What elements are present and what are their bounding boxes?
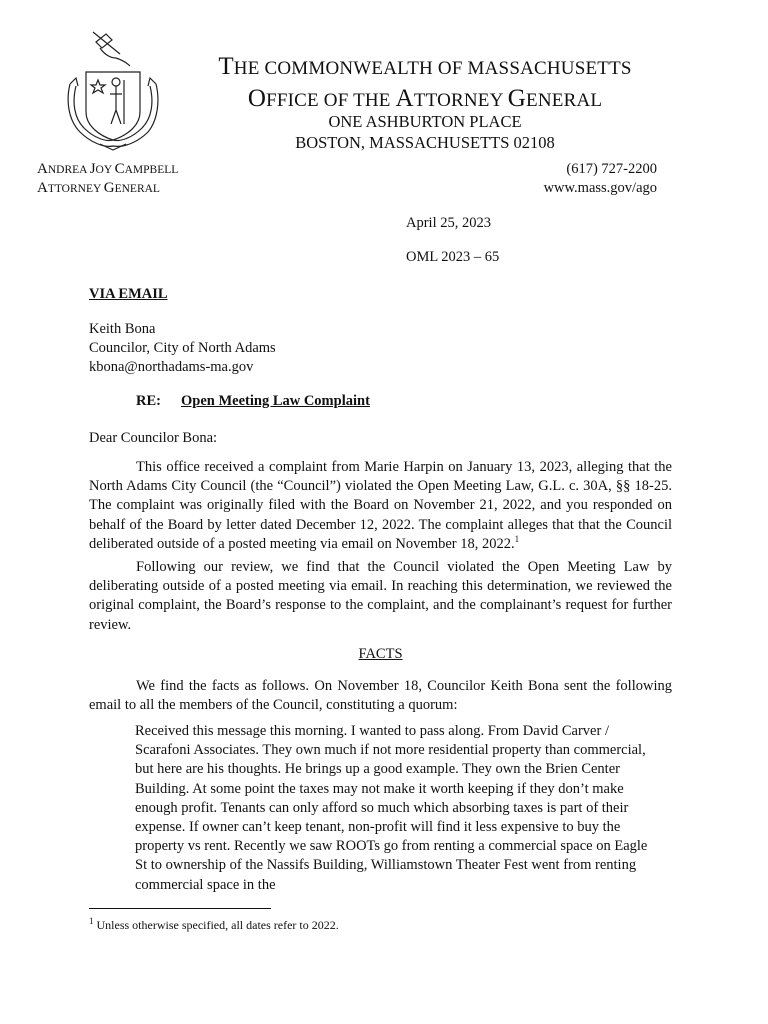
letter-date: April 25, 2023 bbox=[406, 215, 491, 231]
header-office-title: OFFICE OF THE ATTORNEY GENERAL bbox=[247, 85, 603, 112]
re-subject: Open Meeting Law Complaint bbox=[181, 393, 370, 409]
header-commonwealth-title: THE COMMONWEALTH OF MASSACHUSETTS bbox=[218, 53, 632, 80]
header-address-line1: ONE ASHBURTON PLACE bbox=[328, 112, 522, 131]
paragraph-finding: Following our review, we find that the Council violated the Open Meeting Law by deliberating outside of a posted meeting via email. In reaching this determination, we reviewed the original complaint, the Board’s response to the complaint, and the complainant’s request for further review. bbox=[89, 559, 672, 633]
recipient-name: Keith Bona bbox=[89, 321, 156, 337]
re-label: RE: bbox=[136, 393, 161, 409]
recipient-title: Councilor, City of North Adams bbox=[89, 340, 276, 356]
salutation: Dear Councilor Bona: bbox=[89, 430, 218, 446]
via-email-label: VIA EMAIL bbox=[89, 286, 168, 302]
facts-heading: FACTS bbox=[358, 646, 403, 662]
contact-phone: (617) 727-2200 bbox=[566, 161, 657, 177]
footnote: $^1$ Unless otherwise specified, all dates refer to 2022. bbox=[89, 916, 339, 932]
paragraph-complaint-summary: This office received a complaint from Marie Harpin on January 13, 2023, alleging that the North Adams City Council (the “Council”) violated the Open Meeting Law, G.L. c. 30A, §§ 18-25. The complaint was originally filed with the Board on November 21, 2022, and you responded on behalf of the Board by letter dated December 12, 2022. The complaint alleges that that the Council deliberated outside of a posted meeting via email on November 18, 2022.$^1$ bbox=[89, 459, 672, 552]
footnote-ref: 1 bbox=[514, 533, 520, 544]
email-quote: Received this message this morning. I wanted to pass along. From David Carver / Scarafoni Associates. They own much if not more residential property than commercial, but here are his thoughts. He brings up a good example. They own the Brien Center Building. At some point the taxes may not make it worth keeping if they don’t make enough profit. Tenants can only afford so much which absorbing taxes is part of their expense. If owner can’t keep tenant, non-profit will find it less expensive to buy the property vs rent. Recently we saw ROOTs go from renting a commercial space on Eagle St to ownership of the Nassifs Building, Williamstown Theater Fest went from renting commercial space in the bbox=[135, 723, 648, 893]
attorney-general-title: ATTORNEY GENERAL bbox=[37, 180, 160, 196]
contact-website: www.mass.gov/ago bbox=[543, 180, 657, 196]
letter-reference: OML 2023 – 65 bbox=[406, 249, 500, 265]
recipient-email: kbona@northadams-ma.gov bbox=[89, 359, 254, 375]
attorney-general-name: ANDREA JOY CAMPBELL bbox=[37, 161, 179, 177]
header-address-line2: BOSTON, MASSACHUSETTS 02108 bbox=[295, 133, 555, 152]
paragraph-facts-intro: We find the facts as follows. On November 18, Councilor Keith Bona sent the following email to all the members of the Council, constituting a quorum: bbox=[89, 678, 672, 714]
footnote-divider bbox=[89, 908, 271, 909]
